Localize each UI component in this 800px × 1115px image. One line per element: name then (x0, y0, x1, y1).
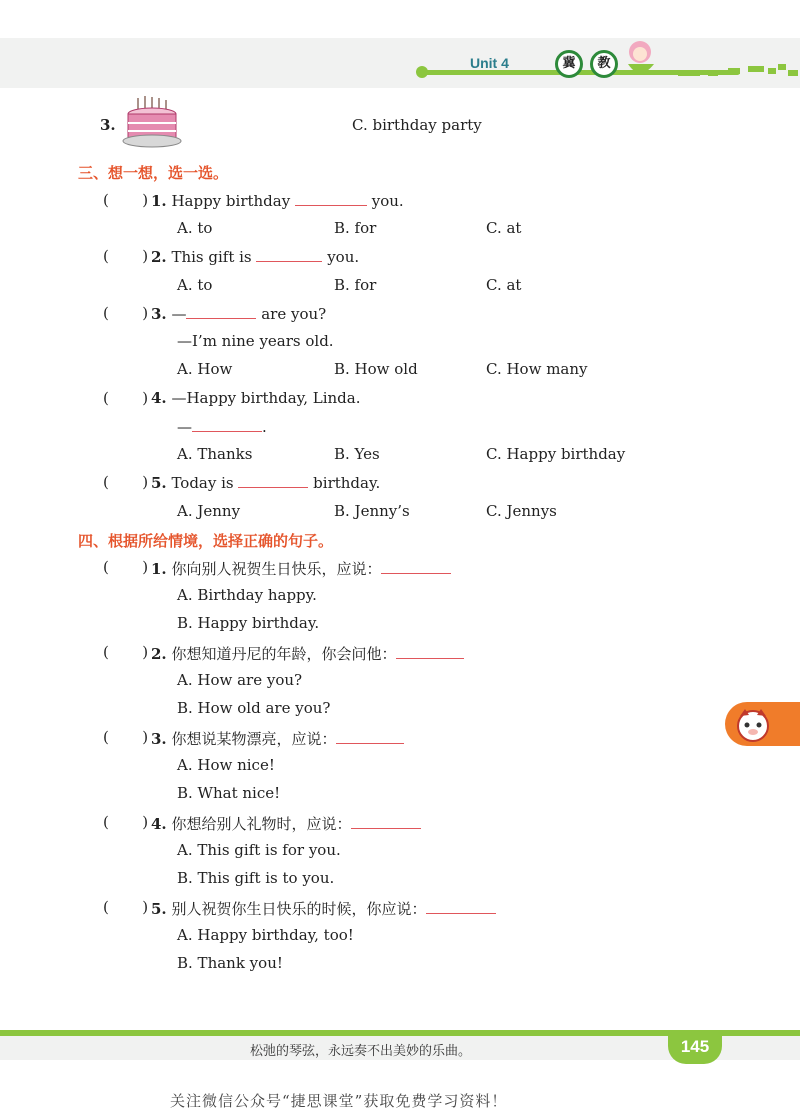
question: 5. Today is birthday. (151, 474, 381, 492)
dialogue-reply: — . (177, 418, 267, 436)
answer-bracket[interactable]: ( ) (103, 643, 149, 661)
answer-bracket[interactable]: ( ) (103, 813, 149, 831)
option-b[interactable]: B. Happy birthday. (177, 614, 320, 632)
birthday-cake-icon (118, 94, 182, 154)
option-a[interactable]: A. Jenny (177, 502, 241, 520)
fill-blank[interactable] (336, 729, 404, 744)
option-b[interactable]: B. How old (334, 360, 418, 378)
question: 3. 你想说某物漂亮，应说： (151, 728, 404, 749)
unit-label: Unit 4 (470, 55, 509, 71)
option-a[interactable]: A. Happy birthday, too! (177, 926, 354, 944)
option-a[interactable]: A. This gift is for you. (177, 841, 341, 859)
option-a[interactable]: A. How (177, 360, 233, 378)
option-a[interactable]: A. Thanks (177, 445, 253, 463)
option-a[interactable]: A. Birthday happy. (177, 586, 317, 604)
option-a[interactable]: A. to (177, 276, 213, 294)
question: 5. 别人祝贺你生日快乐的时候，你应说： (151, 898, 496, 919)
dialogue-reply: —I’m nine years old. (177, 332, 334, 350)
header-rule-dot (416, 66, 428, 78)
option-b[interactable]: B. Yes (334, 445, 380, 463)
option-c[interactable]: C. Jennys (486, 502, 557, 520)
answer-bracket[interactable]: ( ) (103, 558, 149, 576)
footer-motto: 松弛的琴弦，永远奏不出美妙的乐曲。 (250, 1044, 472, 1059)
question: 1. Happy birthday you. (151, 192, 404, 210)
option-a[interactable]: A. How nice! (177, 756, 275, 774)
answer-bracket[interactable]: ( ) (103, 389, 149, 407)
ji-badge: 冀 (555, 50, 583, 78)
fill-blank[interactable] (426, 899, 496, 914)
question: 4. —Happy birthday, Linda. (151, 389, 361, 407)
section3-title: 三、想一想，选一选。 (78, 164, 229, 182)
option-c[interactable]: C. at (486, 219, 522, 237)
option-c[interactable]: C. How many (486, 360, 588, 378)
option-a[interactable]: A. How are you? (177, 671, 303, 689)
mascot-icon (733, 706, 773, 744)
fill-blank[interactable] (238, 473, 308, 488)
footer-notice: 关注微信公众号“捷思课堂”获取免费学习资料！ (170, 1092, 508, 1110)
option-b[interactable]: B. What nice! (177, 784, 281, 802)
option-b[interactable]: B. This gift is to you. (177, 869, 335, 887)
answer-bracket[interactable]: ( ) (103, 473, 149, 491)
option-b[interactable]: B. for (334, 219, 377, 237)
option-b[interactable]: B. Thank you! (177, 954, 283, 972)
question: 1. 你向别人祝贺生日快乐，应说： (151, 558, 451, 579)
question: 2. This gift is you. (151, 248, 360, 266)
jiao-badge: 教 (590, 50, 618, 78)
answer-bracket[interactable]: ( ) (103, 898, 149, 916)
answer-bracket[interactable]: ( ) (103, 191, 149, 209)
option-b[interactable]: B. for (334, 276, 377, 294)
question: 4. 你想给别人礼物时，应说： (151, 813, 421, 834)
page-number: 145 (680, 1037, 710, 1056)
fill-blank[interactable] (256, 247, 322, 262)
cake-item-option: C. birthday party (352, 116, 482, 134)
option-b[interactable]: B. How old are you? (177, 699, 331, 717)
fill-blank[interactable] (192, 417, 262, 432)
option-b[interactable]: B. Jenny’s (334, 502, 410, 520)
answer-bracket[interactable]: ( ) (103, 247, 149, 265)
fill-blank[interactable] (396, 644, 464, 659)
section4-title: 四、根据所给情境，选择正确的句子。 (78, 532, 334, 550)
fill-blank[interactable] (295, 191, 367, 206)
option-c[interactable]: C. Happy birthday (486, 445, 626, 463)
fill-blank[interactable] (351, 814, 421, 829)
option-c[interactable]: C. at (486, 276, 522, 294)
fill-blank[interactable] (186, 304, 256, 319)
cake-item-number: 3. (100, 116, 116, 134)
answer-bracket[interactable]: ( ) (103, 728, 149, 746)
answer-bracket[interactable]: ( ) (103, 304, 149, 322)
question: 3. — are you? (151, 305, 327, 323)
fill-blank[interactable] (381, 559, 451, 574)
header-decoration (618, 38, 800, 83)
option-a[interactable]: A. to (177, 219, 213, 237)
question: 2. 你想知道丹尼的年龄，你会问他： (151, 643, 464, 664)
